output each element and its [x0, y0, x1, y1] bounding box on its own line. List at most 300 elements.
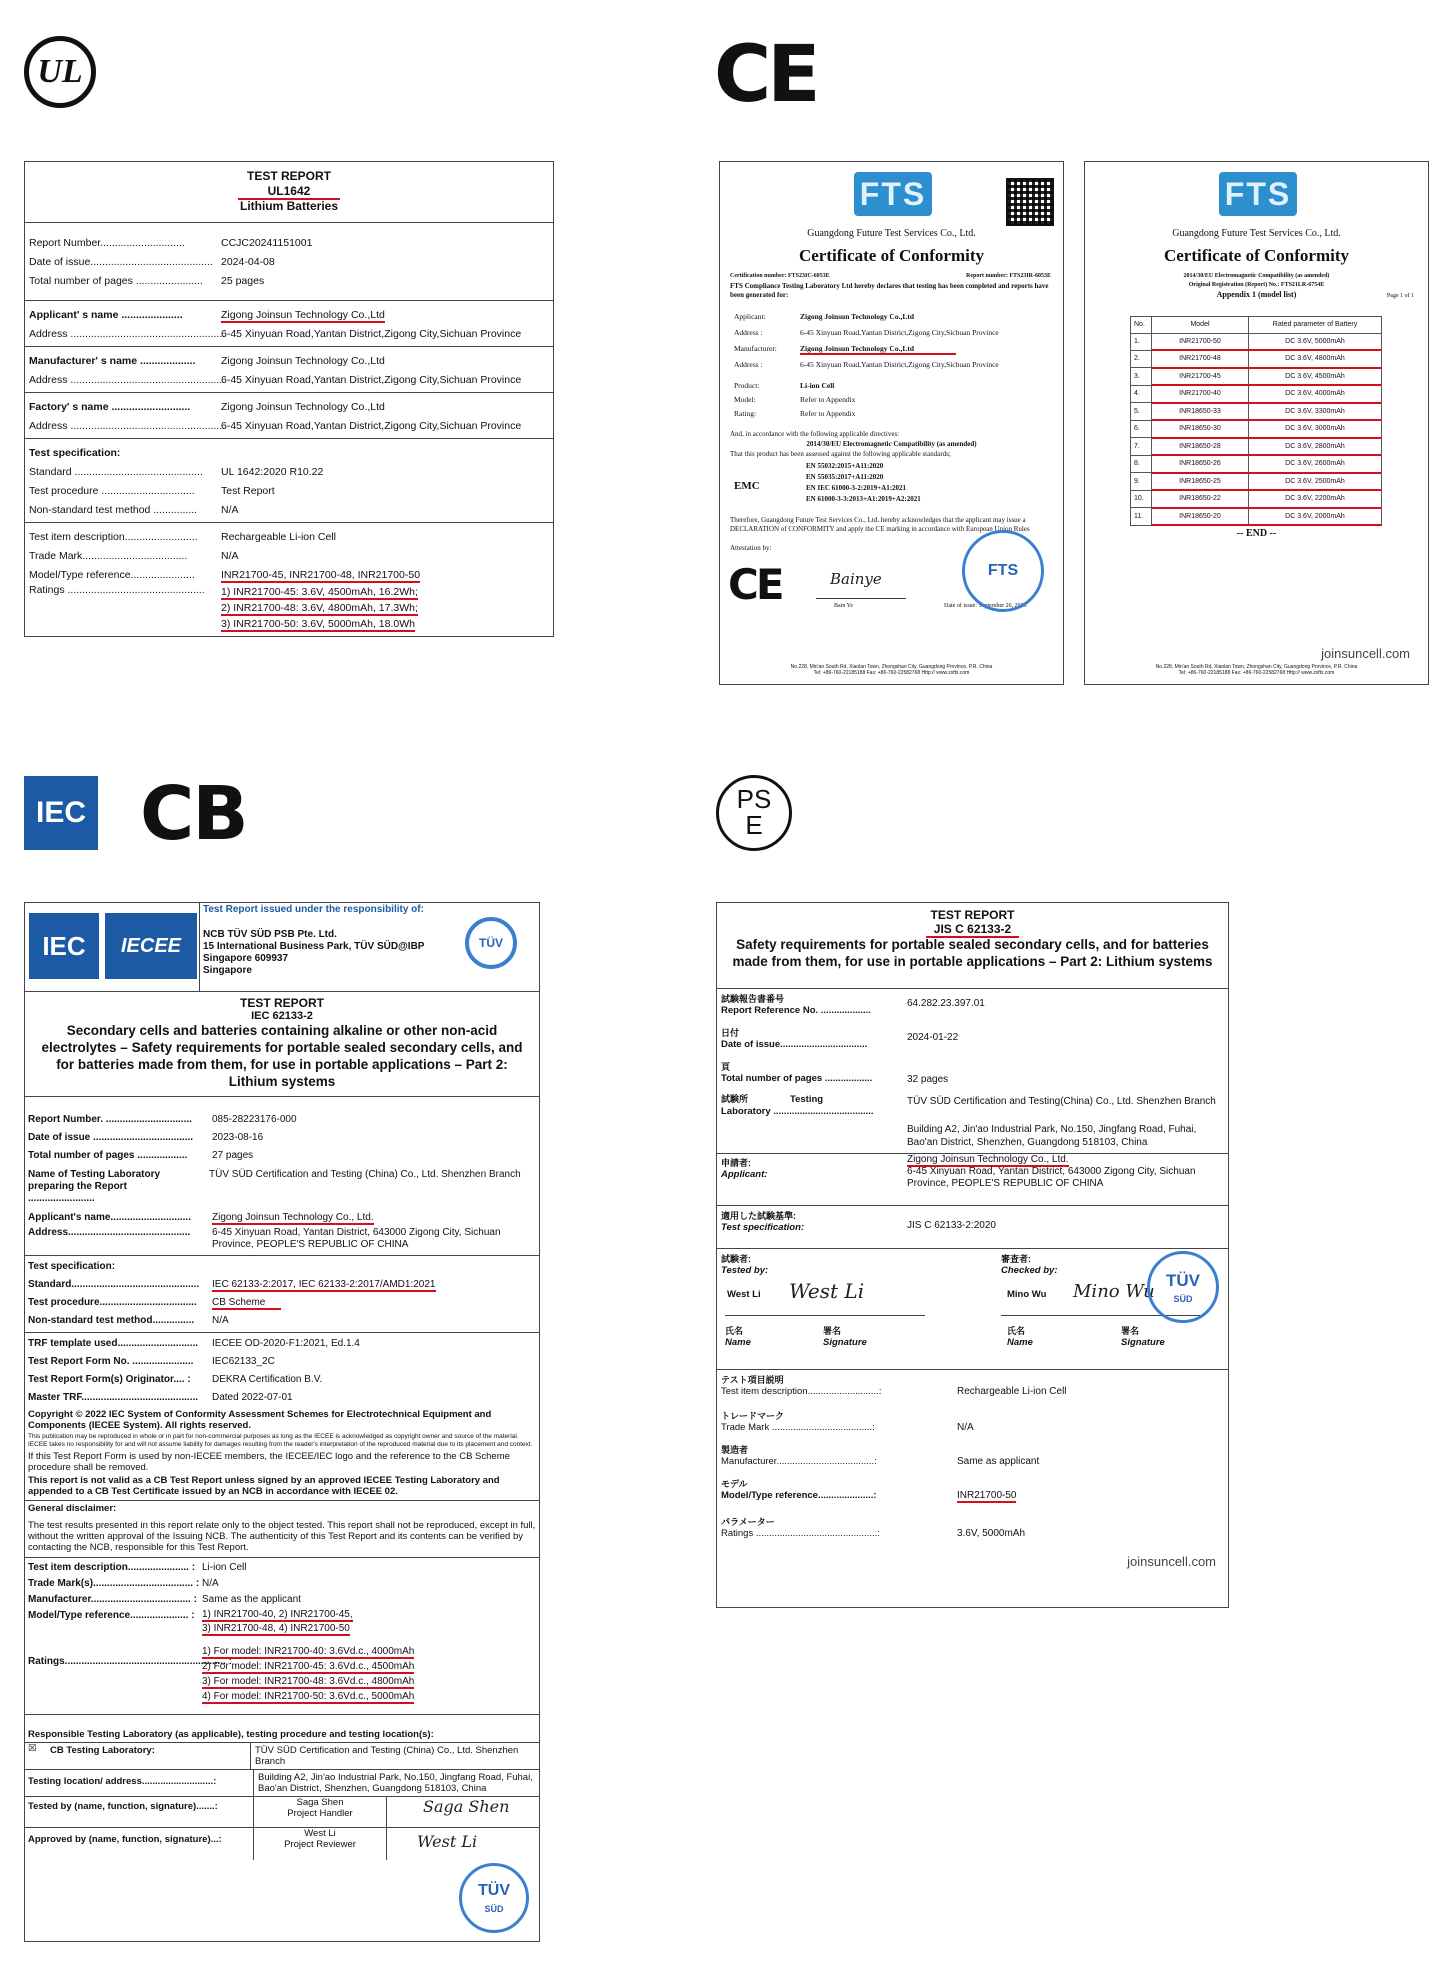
cell-param: DC 3.6V, 2000mAh	[1249, 508, 1382, 526]
cell-param: DC 3.6V, 2600mAh	[1249, 455, 1382, 473]
jis-test-spec	[717, 1206, 1228, 1249]
jis-label-jp: 署名	[823, 1326, 842, 1336]
ul-rating: 3) INR21700-50: 3.6V, 5000mAh, 18.0Wh	[221, 618, 415, 630]
cell-model: INR18650-26	[1152, 455, 1249, 473]
cb-value: 6-45 Xinyuan Road, Yantan District, 643000 Zigong City, Sichuan Province, PEOPLE'S REPUBLIC OF CHINA	[212, 1227, 501, 1250]
jis-label: Signature	[823, 1337, 867, 1348]
cb-label: Non-standard test method...............	[28, 1315, 195, 1326]
cb-label: Applicant's name.............................	[28, 1212, 191, 1223]
ul-value: Test Report	[221, 484, 275, 497]
cb-label: Tested by (name, function, signature).......:	[28, 1801, 218, 1812]
signature-bain-ye: Bainye	[830, 570, 882, 588]
ul-report-subtitle: Lithium Batteries	[239, 199, 338, 213]
iecee-logo	[105, 913, 197, 979]
cb-ratings	[200, 1644, 539, 1704]
cb-copyright	[25, 1409, 539, 1501]
cert-standard: EN 55032:2015+A11:2020	[806, 462, 884, 470]
jis-label-jp: テスト項目説明	[721, 1375, 784, 1385]
cell-param: DC 3.6V, 4800mAh	[1249, 350, 1382, 368]
cell-model: INR18650-25	[1152, 473, 1249, 491]
cert-product: Li-ion Cell	[800, 381, 835, 390]
fts-logo: FTS	[854, 172, 932, 216]
cell-no: 2.	[1131, 350, 1152, 368]
ul-label: Date of issue..........................................	[29, 255, 213, 268]
cert-directive: 2014/30/EU Electromagnetic Compatibility (as amended)	[1183, 273, 1330, 279]
cb-value: TÜV SÜD Certification and Testing (China) Co., Ltd. Shenzhen Branch	[209, 1169, 521, 1180]
jis-label: Applicant:	[721, 1169, 768, 1180]
jis-label-jp: 適用した試験基準:	[721, 1211, 796, 1221]
jis-value: 2024-01-22	[907, 1032, 959, 1043]
iecee-logo-text: IECEE	[120, 935, 182, 957]
iec-cb-test-report	[24, 902, 540, 1942]
table-row	[1131, 438, 1382, 456]
cert-label: Applicant:	[734, 312, 766, 321]
cb-label: Model/Type reference..................... :	[28, 1610, 195, 1621]
cb-approved-by	[25, 1828, 539, 1860]
jis-label: Name	[1007, 1337, 1033, 1348]
qr-code-icon	[1006, 178, 1054, 226]
table-row	[1131, 490, 1382, 508]
ncb-line: Singapore 609937	[203, 953, 289, 964]
jis-label-jp: 頁	[721, 1062, 731, 1072]
jis-label-jp: 日付	[721, 1028, 740, 1038]
jis-label: Date of issue.................................	[721, 1039, 868, 1050]
ul-report-title: TEST REPORT	[246, 169, 331, 183]
jis-value: N/A	[957, 1422, 974, 1433]
cell-param: DC 3.6V, 3000mAh	[1249, 420, 1382, 438]
cb-rating: 1) For model: INR21700-40: 3.6Vd.c., 4000mAh	[202, 1646, 415, 1657]
cell-param: DC 3.6V, 2200mAh	[1249, 490, 1382, 508]
cb-copyright-small: This publication may be reproduced in whole or in part for non-commercial purposes as long as the IECEE is acknowledged as copyright owner and source of the material. IECEE takes no responsibility for and will not assume liability for damages resulting from the reader's interpretation of the reproduced material due to its placement and context.	[28, 1433, 533, 1448]
cert-address: 6-45 Xinyuan Road,Yantan District,Zigong City,Sichuan Province	[800, 328, 999, 337]
iec-small-logo	[29, 913, 99, 979]
cb-label: Name of Testing Laboratory preparing the Report ........................	[28, 1169, 161, 1204]
tuv-logo	[465, 917, 517, 969]
cb-tested-by	[25, 1797, 539, 1828]
cell-param: DC 3.6V, 2500mAh	[1249, 473, 1382, 491]
ul-value: 25 pages	[221, 274, 265, 287]
ul-rating: 1) INR21700-45: 3.6V, 4500mAh, 16.2Wh;	[221, 586, 418, 598]
signature-saga-shen: Saga Shen	[423, 1797, 510, 1816]
ul-label: Total number of pages .......................	[29, 274, 203, 287]
cb-title: TEST REPORT	[239, 996, 324, 1010]
cb-label: Test item description...................... :	[28, 1562, 196, 1573]
jis-label-jp: 試験所	[721, 1094, 749, 1104]
cb-test-spec	[25, 1256, 539, 1333]
jis-label: Manufacturer.....................................:	[721, 1456, 877, 1467]
ul-spec-heading: Test specification:	[29, 446, 121, 459]
cell-no: 1.	[1131, 333, 1152, 350]
cert-company: Guangdong Future Test Services Co., Ltd.	[807, 228, 976, 239]
cell-param: DC 3.6V, 3300mAh	[1249, 403, 1382, 421]
cb-label: Trade Mark(s).................................... :	[28, 1578, 200, 1589]
ul-ratings	[195, 584, 553, 632]
jis-label: Test item description...........................:	[721, 1386, 882, 1397]
ul-value: CCJC20241151001	[221, 236, 313, 249]
ul-value: 6-45 Xinyuan Road,Yantan District,Zigong City,Sichuan Province	[221, 419, 522, 432]
cb-tested-role: Project Handler	[287, 1808, 353, 1819]
cert-directive-intro: And, in accordance with the following applicable directives:	[730, 430, 900, 438]
cb-logo	[140, 766, 247, 862]
cell-model: INR18650-30	[1152, 420, 1249, 438]
cert-standards	[806, 461, 921, 505]
jis-report-info	[717, 989, 1228, 1206]
cert-applicant: Zigong Joinsun Technology Co.,Ltd	[800, 312, 914, 321]
signature-west-li: West Li	[417, 1832, 478, 1851]
jis-test-report	[716, 902, 1229, 1608]
jis-label: Testing	[790, 1094, 824, 1105]
cb-logo-text: CB	[140, 771, 247, 857]
cert-company: Guangdong Future Test Services Co., Ltd.	[1172, 228, 1341, 239]
table-row	[1131, 333, 1382, 350]
cb-rating: 3) For model: INR21700-48: 3.6Vd.c., 4800mAh	[202, 1676, 415, 1687]
ncb-line: Singapore	[203, 965, 252, 976]
cert-title: Certificate of Conformity	[1163, 246, 1350, 265]
cb-standard-value: IEC 62133-2:2017, IEC 62133-2:2017/AMD1:2021	[212, 1279, 436, 1290]
ul-report-info	[25, 223, 553, 301]
cell-no: 10.	[1131, 490, 1152, 508]
cb-resp-heading: Responsible Testing Laboratory (as applicable), testing procedure and testing location(s):	[25, 1727, 539, 1743]
iec-logo	[24, 776, 98, 850]
col-model: Model	[1152, 317, 1249, 334]
cb-test-item	[25, 1558, 539, 1715]
table-row	[1131, 350, 1382, 368]
cb-disclaimer-heading: General disclaimer:	[28, 1503, 117, 1514]
cb-copyright-bold: This report is not valid as a CB Test Report unless signed by an approved IECEE Testing Laboratory and appended to a CB Test Certificate issued by an NCB in accordance with IECEE 02.	[28, 1475, 500, 1497]
ul-test-spec	[25, 439, 553, 523]
stamp-text: TÜV	[1166, 1271, 1200, 1290]
ul-test-report	[24, 161, 554, 637]
cert-closing: Therefore, Guangdong Future Test Services Co., Ltd. hereby acknowledges that the applicant may issue a DECLARATION of CONFORMITY and apply the CE marking in accordance with European Union Rules	[730, 516, 1030, 533]
cb-disclaimer	[25, 1501, 539, 1558]
jis-applicant: Zigong Joinsun Technology Co., Ltd.	[907, 1154, 1069, 1165]
ce-logo-text: CE	[714, 30, 817, 120]
cb-model: 3) INR21700-48, 4) INR21700-50	[202, 1623, 350, 1634]
cb-label: Testing location/ address...........................:	[28, 1776, 217, 1787]
cert-assessed: That this product has been assessed against the following applicable standards;	[730, 450, 951, 458]
cb-label: Report Number. ...............................	[28, 1114, 192, 1125]
jis-label: Model/Type reference.....................:	[721, 1490, 877, 1501]
cb-label: CB Testing Laboratory:	[50, 1745, 155, 1756]
jis-test-item	[717, 1370, 1228, 1610]
cert-address: 6-45 Xinyuan Road,Yantan District,Zigong City,Sichuan Province	[800, 360, 999, 369]
cb-trf	[25, 1333, 539, 1409]
jis-checked-name: Mino Wu	[1007, 1289, 1047, 1300]
cb-spec-heading: Test specification:	[28, 1261, 116, 1272]
cert-title: Certificate of Conformity	[798, 246, 985, 265]
col-no: No.	[1131, 317, 1152, 334]
ul-value: Zigong Joinsun Technology Co.,Ltd	[221, 400, 385, 413]
tuv-sud-stamp	[459, 1863, 529, 1933]
cb-issued-heading: Test Report issued under the responsibility of:	[203, 904, 424, 915]
ncb-line: NCB TÜV SÜD PSB Pte. Ltd.	[203, 929, 337, 940]
cert-emc-label: EMC	[734, 480, 760, 492]
table-row	[1131, 368, 1382, 386]
cb-value: IEC62133_2C	[212, 1356, 275, 1367]
cert-label: Address :	[734, 360, 763, 369]
jis-label-jp: 申請者:	[721, 1158, 751, 1168]
tuv-logo-text: TÜV	[479, 936, 503, 950]
ul-row	[25, 252, 553, 271]
jis-standard: JIS C 62133-2	[926, 922, 1019, 938]
cert-label: Rating:	[734, 409, 757, 418]
cell-no: 8.	[1131, 455, 1152, 473]
cert-footer: Tel: +86-760-22185188 Fax: +86-760-22582768 Http:// www.zsfts.com	[1178, 670, 1335, 676]
ul-label: Trade Mark....................................	[29, 549, 188, 562]
ce-mark-icon: CE	[728, 560, 782, 609]
cb-testing-location	[25, 1770, 539, 1797]
ul-value: Zigong Joinsun Technology Co.,Ltd	[221, 354, 385, 367]
cb-label: Total number of pages ..................	[28, 1150, 188, 1161]
ul-applicant	[25, 301, 553, 347]
cell-model: INR21700-50	[1152, 333, 1249, 350]
cb-value: N/A	[202, 1578, 219, 1589]
ul-value: N/A	[221, 549, 239, 562]
ul-row	[25, 271, 553, 290]
jis-label-jp: 試験報告書番号	[721, 994, 785, 1004]
jis-value: 3.6V, 5000mAh	[957, 1528, 1026, 1539]
cb-approved-person	[253, 1828, 386, 1860]
jis-label-jp: 氏名	[725, 1326, 744, 1336]
ce-certificate	[719, 161, 1064, 685]
jis-label-jp: 氏名	[1007, 1326, 1026, 1336]
cb-label: Test procedure...................................	[28, 1297, 197, 1308]
cell-no: 7.	[1131, 438, 1152, 456]
cb-value: Li-ion Cell	[202, 1562, 247, 1573]
ul-value: N/A	[221, 503, 239, 516]
cell-no: 5.	[1131, 403, 1152, 421]
ul-label: Ratings ...............................................	[29, 584, 205, 596]
jis-label: Signature	[1121, 1337, 1165, 1348]
cell-no: 11.	[1131, 508, 1152, 526]
cell-no: 6.	[1131, 420, 1152, 438]
cb-applicant: Zigong Joinsun Technology Co., Ltd.	[212, 1212, 374, 1223]
cb-value: DEKRA Certification B.V.	[212, 1374, 323, 1385]
cb-label: Ratings.......................................................... :	[28, 1656, 232, 1667]
ul-label: Test procedure ................................	[29, 484, 195, 497]
signature-west-li: West Li	[789, 1279, 865, 1303]
jis-value: Same as applicant	[957, 1456, 1040, 1467]
cert-label: Model:	[734, 395, 756, 404]
col-param: Rated parameter of Battery	[1249, 317, 1382, 334]
cert-registration: Original Registration (Report) No.: FTS21LR-6754E	[1188, 282, 1325, 288]
cb-copyright-note: If this Test Report Form is used by non-IECEE members, the IECEE/IEC logo and the reference to the CB Scheme procedure shall be removed.	[28, 1451, 510, 1473]
cert-footer: No.228, Min'an South Rd, Xiaolan Town, Zhongshan City, Guangdong Province, P.R. China	[790, 664, 993, 670]
ul-value: 2024-04-08	[221, 255, 275, 268]
signature-mino-wu: Mino Wu	[1073, 1281, 1155, 1302]
cb-value: Building A2, Jin'ao Industrial Park, No.150, Jingfang Road, Fuhai, Bao'an District, Shenzhen, Guangdong 518103, China	[253, 1770, 539, 1796]
jis-label-jp: パラメーター	[721, 1517, 775, 1527]
cb-approved-role: Project Reviewer	[284, 1839, 356, 1850]
cert-footer: Tel: +86-760-22185188 Fax: +86-760-22582768 Http:// www.zsfts.com	[813, 670, 970, 676]
jis-title-block	[717, 903, 1228, 989]
cb-label: Test Report Form No. ......................	[28, 1356, 194, 1367]
cb-tested-name: Saga Shen	[296, 1797, 344, 1808]
cb-value: Dated 2022-07-01	[212, 1392, 293, 1403]
cb-value: 2023-08-16	[212, 1132, 264, 1143]
ul-label: Applicant' s name .....................	[29, 308, 183, 321]
cb-disclaimer-text: The test results presented in this report relate only to the object tested. This report shall not be reproduced, except in full, without the written approval of the Issuing NCB. The authenticity of this Test Report and its contents can be verified by contacting the NCB, responsible for this Test Report.	[28, 1520, 536, 1553]
tuv-sud-stamp	[1147, 1251, 1219, 1323]
site-watermark: joinsuncell.com	[1321, 646, 1410, 661]
cert-standard: EN IEC 61000-3-2:2019+A1:2021	[806, 484, 907, 492]
jis-value: 6-45 Xinyuan Road, Yantan District, 643000 Zigong City, Sichuan Province, PEOPLE'S REPUBLIC OF CHINA	[907, 1166, 1196, 1189]
cert-label: Manufacturer:	[734, 344, 777, 353]
ul-value: 6-45 Xinyuan Road,Yantan District,Zigong City,Sichuan Province	[221, 327, 522, 340]
cell-no: 9.	[1131, 473, 1152, 491]
cert-rating: Refer to Appendix	[800, 409, 856, 418]
cb-label: Test Report Form(s) Originator.... :	[28, 1374, 191, 1385]
jis-label: Total number of pages ..................	[721, 1073, 873, 1084]
cell-model: INR18650-28	[1152, 438, 1249, 456]
table-row	[1131, 473, 1382, 491]
stamp-text: TÜV	[478, 1882, 510, 1899]
ce-logo	[714, 30, 817, 120]
ul-label: Factory' s name ...........................	[29, 400, 191, 413]
cb-label: Master TRF..........................................	[28, 1392, 199, 1403]
ncb-address	[203, 929, 424, 977]
cert-footer: No.228, Min'an South Rd, Xiaolan Town, Zhongshan City, Guangdong Province, P.R. China	[1155, 664, 1358, 670]
jis-label: Checked by:	[1001, 1265, 1058, 1276]
jis-label: Laboratory ......................................	[721, 1106, 874, 1117]
jis-label-jp: トレードマーク	[721, 1411, 785, 1421]
ul-model-value: INR21700-45, INR21700-48, INR21700-50	[221, 568, 421, 581]
table-row	[1131, 403, 1382, 421]
ul-label: Address .....................................................	[29, 327, 226, 340]
cb-value: N/A	[212, 1315, 229, 1326]
cert-directive: 2014/30/EU Electromagnetic Compatibility (as amended)	[806, 440, 977, 448]
cert-appendix-title: Appendix 1 (model list)	[1216, 290, 1297, 299]
ul-standard-title: UL1642	[238, 184, 341, 200]
jis-label-jp: 審査者:	[1001, 1254, 1031, 1264]
cb-label: Manufacturer.................................... :	[28, 1594, 197, 1605]
cb-label: Approved by (name, function, signature)...:	[28, 1834, 222, 1845]
report-number: Report number: FTS23IR-6053E	[966, 273, 1051, 279]
cell-param: DC 3.6V, 4500mAh	[1249, 368, 1382, 386]
cell-model: INR18650-33	[1152, 403, 1249, 421]
ul-label: Report Number.............................	[29, 236, 185, 249]
cert-attestation: Attestation by:	[730, 544, 772, 552]
fts-seal-stamp	[962, 530, 1044, 612]
cert-standard: EN 55035:2017+A11:2020	[806, 473, 884, 481]
jis-label: Name	[725, 1337, 751, 1348]
stamp-subtext: SÜD	[484, 1904, 504, 1914]
cell-param: DC 3.6V, 5000mAh	[1249, 333, 1382, 350]
cb-value: 085-28223176-000	[212, 1114, 297, 1125]
pse-logo-top: PS	[736, 784, 772, 814]
cert-manufacturer: Zigong Joinsun Technology Co.,Ltd	[800, 344, 956, 355]
checkbox-checked-icon: ☒	[28, 1743, 37, 1754]
jis-label: Trade Mark ......................................:	[721, 1422, 875, 1433]
cert-intro: FTS Compliance Testing Laboratory Ltd hereby declares that testing has been completed and reports have been generated for:	[730, 282, 1049, 299]
ul-logo	[24, 36, 96, 108]
jis-label: Report Reference No. ...................	[721, 1005, 871, 1016]
ul-label: Test item description.........................	[29, 530, 198, 543]
ul-label: Standard ............................................	[29, 465, 203, 478]
ul-applicant-name: Zigong Joinsun Technology Co.,Ltd	[221, 308, 385, 321]
ul-label: Non-standard test method ...............	[29, 503, 198, 516]
cb-report-info	[25, 1097, 539, 1256]
iec-small-logo-text: IEC	[42, 931, 86, 961]
cert-label: Product:	[734, 381, 760, 390]
jis-label-jp: 製造者	[721, 1445, 749, 1455]
cb-rating: 4) For model: INR21700-50: 3.6Vd.c., 5000mAh	[202, 1691, 415, 1702]
iec-logo-text: IEC	[35, 796, 86, 829]
cb-report-header	[25, 903, 539, 992]
cb-rating: 2) For model: INR21700-45: 3.6Vd.c., 4500mAh	[202, 1661, 415, 1672]
cb-model: 1) INR21700-40, 2) INR21700-45,	[202, 1609, 353, 1620]
cb-tested-person	[253, 1797, 386, 1827]
stamp-text: FTS	[987, 562, 1019, 579]
cell-model: INR21700-45	[1152, 368, 1249, 386]
ul-label: Address .....................................................	[29, 373, 226, 386]
table-row	[1131, 385, 1382, 403]
cb-label: Address............................................	[28, 1227, 191, 1238]
cb-testing-lab	[25, 1743, 539, 1770]
ncb-line: 15 International Business Park, TÜV SÜD@IBP	[203, 941, 425, 952]
cb-value: Same as the applicant	[202, 1594, 301, 1605]
stamp-subtext: SÜD	[1173, 1294, 1193, 1304]
cb-label: TRF template used.............................	[28, 1338, 199, 1349]
cert-end: -- END --	[1236, 528, 1277, 539]
ul-value: 6-45 Xinyuan Road,Yantan District,Zigong City,Sichuan Province	[221, 373, 522, 386]
cert-model: Refer to Appendix	[800, 395, 856, 404]
pse-logo-bottom: E	[745, 810, 763, 840]
cell-model: INR18650-22	[1152, 490, 1249, 508]
jis-value: JIS C 62133-2:2020	[907, 1220, 996, 1231]
cb-procedure-value: CB Scheme	[212, 1297, 281, 1310]
cert-label: Address :	[734, 328, 763, 337]
ul-label: Manufacturer' s name ...................	[29, 354, 196, 367]
site-watermark: joinsuncell.com	[1127, 1554, 1216, 1569]
cb-value: 27 pages	[212, 1150, 254, 1161]
ul-value: Rechargeable Li-ion Cell	[221, 530, 336, 543]
jis-signatures	[717, 1249, 1228, 1370]
cb-title-block	[25, 992, 539, 1097]
ul-test-item	[25, 523, 553, 632]
jis-value: Rechargeable Li-ion Cell	[957, 1386, 1067, 1397]
ul-report-header	[25, 162, 553, 223]
cell-model: INR18650-20	[1152, 508, 1249, 526]
fts-logo: FTS	[1219, 172, 1297, 216]
cert-date: Date of issue: September 26, 2023	[944, 603, 1027, 609]
ul-value: UL 1642:2020 R10.22	[221, 465, 324, 478]
cert-standard: EN 61000-3-3:2013+A1:2019+A2:2021	[806, 495, 921, 503]
ul-row	[25, 233, 553, 252]
cb-models	[200, 1608, 539, 1636]
cb-value: TÜV SÜD Certification and Testing (China) Co., Ltd. Shenzhen Branch	[250, 1743, 539, 1769]
cb-approved-name: West Li	[304, 1828, 336, 1839]
cert-number: Certification number: FTS23IC-6053E	[730, 273, 830, 279]
cell-param: DC 3.6V, 4000mAh	[1249, 385, 1382, 403]
cell-param: DC 3.6V, 2800mAh	[1249, 438, 1382, 456]
ul-factory	[25, 393, 553, 439]
cert-page: Page 1 of 1	[1386, 293, 1414, 299]
jis-label: Tested by:	[721, 1265, 769, 1276]
jis-tested-name: West Li	[727, 1289, 761, 1300]
table-row	[1131, 455, 1382, 473]
ul-label: Model/Type reference......................	[29, 568, 195, 581]
jis-value: 64.282.23.397.01	[907, 998, 985, 1009]
jis-title-description: Safety requirements for portable sealed secondary cells, and for batteries made from them, for use in portable applications – Part 2: Lithium systems	[732, 937, 1213, 969]
ul-label: Address .....................................................	[29, 419, 226, 432]
jis-value: 32 pages	[907, 1074, 949, 1085]
jis-label: Ratings ..............................................:	[721, 1528, 880, 1539]
ul-rating: 2) INR21700-48: 3.6V, 4800mAh, 17.3Wh;	[221, 602, 418, 614]
model-list-table	[1130, 316, 1382, 526]
table-row	[1131, 420, 1382, 438]
jis-value: TÜV SÜD Certification and Testing(China) Co., Ltd. Shenzhen Branch	[907, 1096, 1216, 1107]
